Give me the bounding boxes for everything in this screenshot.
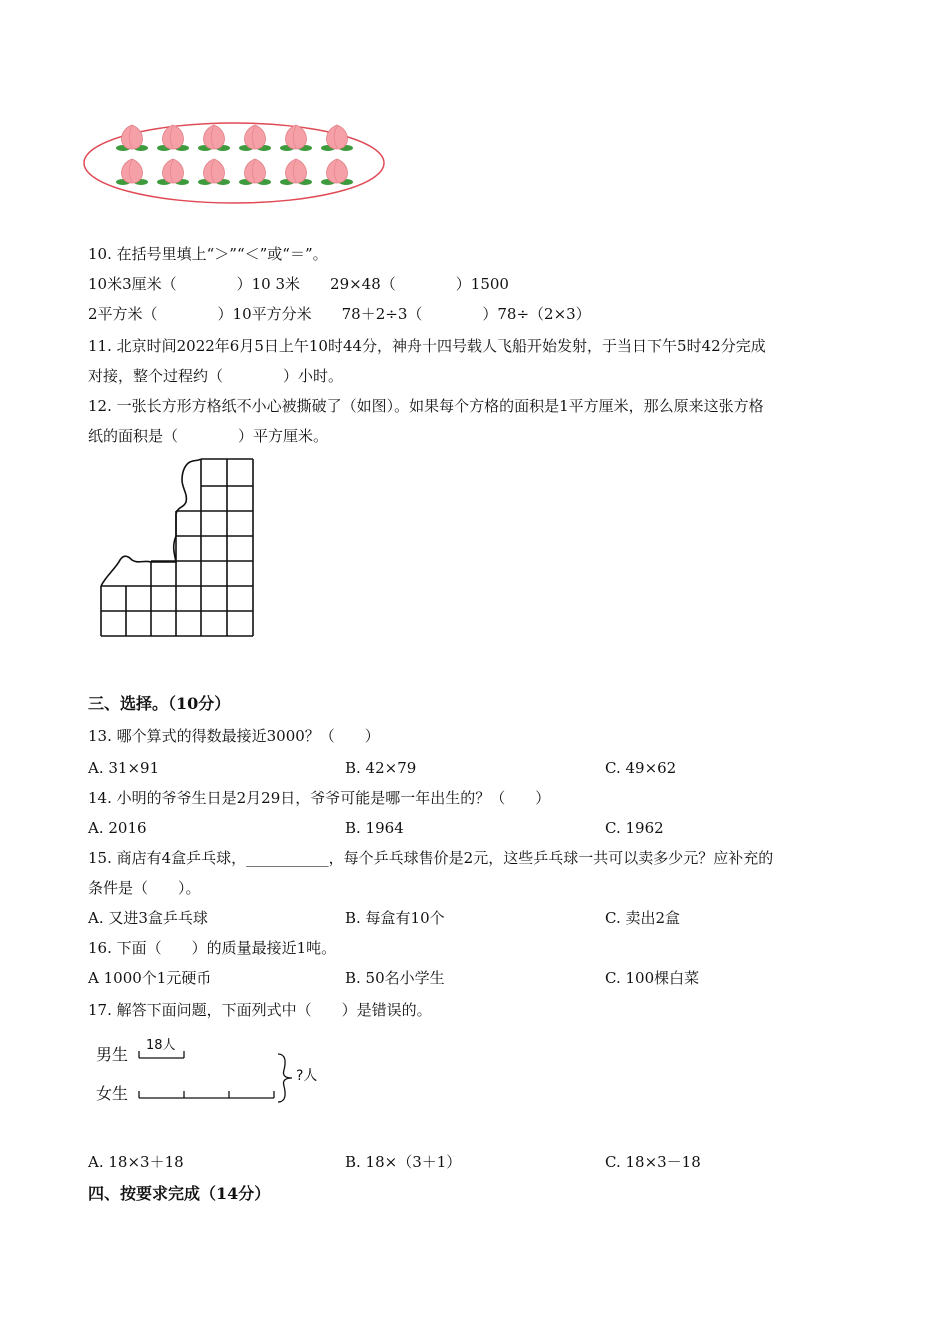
q16-option-b[interactable]: B. 50名小学生 xyxy=(345,969,445,987)
q15-line1: 15. 商店有4盒乒乓球，___________，每个乒乓球售价是2元，这些乒乓球一共可以卖多少元？应补充的 xyxy=(88,849,774,867)
q14-option-b[interactable]: B. 1964 xyxy=(345,819,404,837)
q15-option-a[interactable]: A. 又进3盒乒乓球 xyxy=(88,909,208,927)
q15-option-c[interactable]: C. 卖出2盒 xyxy=(605,909,681,927)
q15-option-b[interactable]: B. 每盒有10个 xyxy=(345,909,445,927)
peach-icon xyxy=(321,125,353,151)
q15-line2: 条件是（ ）。 xyxy=(88,879,201,897)
q13-option-b[interactable]: B. 42×79 xyxy=(345,759,417,777)
q17-option-a[interactable]: A. 18×3＋18 xyxy=(88,1153,184,1171)
peach-oval-figure xyxy=(82,118,392,208)
q12-line1: 12. 一张长方形方格纸不小心被撕破了（如图）。如果每个方格的面积是1平方厘米，那么原来这张方格 xyxy=(88,397,764,415)
q16-option-c[interactable]: C. 100棵白菜 xyxy=(605,969,700,987)
q17-option-c[interactable]: C. 18×3－18 xyxy=(605,1153,701,1171)
peach-icon xyxy=(157,125,189,151)
section4-title: 四、按要求完成（14分） xyxy=(88,1184,271,1203)
q17-stem: 17. 解答下面问题，下面列式中（ ）是错误的。 xyxy=(88,1001,432,1019)
q10-line2: 2平方米（ ）10平方分米 78＋2÷3（ ）78÷（2×3） xyxy=(88,305,591,323)
peach-icon xyxy=(280,125,312,151)
question-total-label: ?人 xyxy=(296,1068,318,1084)
girls-label: 女生 xyxy=(96,1084,129,1103)
q13-option-a[interactable]: A. 31×91 xyxy=(88,759,160,777)
q12-line2: 纸的面积是（ ）平方厘米。 xyxy=(88,427,329,445)
peach-icon xyxy=(321,159,353,185)
q16-option-a[interactable]: A 1000个1元硬币 xyxy=(88,969,212,987)
q17-option-b[interactable]: B. 18×（3＋1） xyxy=(345,1153,462,1171)
boys-count-label: 18人 xyxy=(146,1038,176,1053)
q14-option-c[interactable]: C. 1962 xyxy=(605,819,664,837)
peach-icon xyxy=(157,159,189,185)
peach-icon xyxy=(239,125,271,151)
torn-grid-figure xyxy=(98,456,258,641)
section3-title: 三、选择。（10分） xyxy=(88,694,231,713)
peach-icon xyxy=(198,125,230,151)
peach-icon xyxy=(116,159,148,185)
line-segment-diagram xyxy=(136,1048,306,1108)
peach-icon xyxy=(239,159,271,185)
boys-label: 男生 xyxy=(96,1045,129,1064)
peach-icon xyxy=(116,125,148,151)
q11-line2: 对接，整个过程约（ ）小时。 xyxy=(88,367,344,385)
peach-icon xyxy=(280,159,312,185)
q14-option-a[interactable]: A. 2016 xyxy=(88,819,147,837)
q13-stem: 13. 哪个算式的得数最接近3000？（ ） xyxy=(88,727,380,745)
q16-stem: 16. 下面（ ）的质量最接近1吨。 xyxy=(88,939,337,957)
q11-line1: 11. 北京时间2022年6月5日上午10时44分，神舟十四号载人飞船开始发射，于当日下午5时42分完成 xyxy=(88,337,766,355)
q10-line1: 10米3厘米（ ）10 3米 29×48（ ）1500 xyxy=(88,275,509,293)
q13-option-c[interactable]: C. 49×62 xyxy=(605,759,677,777)
q10-title: 10. 在括号里填上“＞”“＜”或“＝”。 xyxy=(88,245,328,263)
q14-stem: 14. 小明的爷爷生日是2月29日，爷爷可能是哪一年出生的？（ ） xyxy=(88,789,551,807)
total-brace xyxy=(278,1054,292,1102)
peach-icon xyxy=(198,159,230,185)
